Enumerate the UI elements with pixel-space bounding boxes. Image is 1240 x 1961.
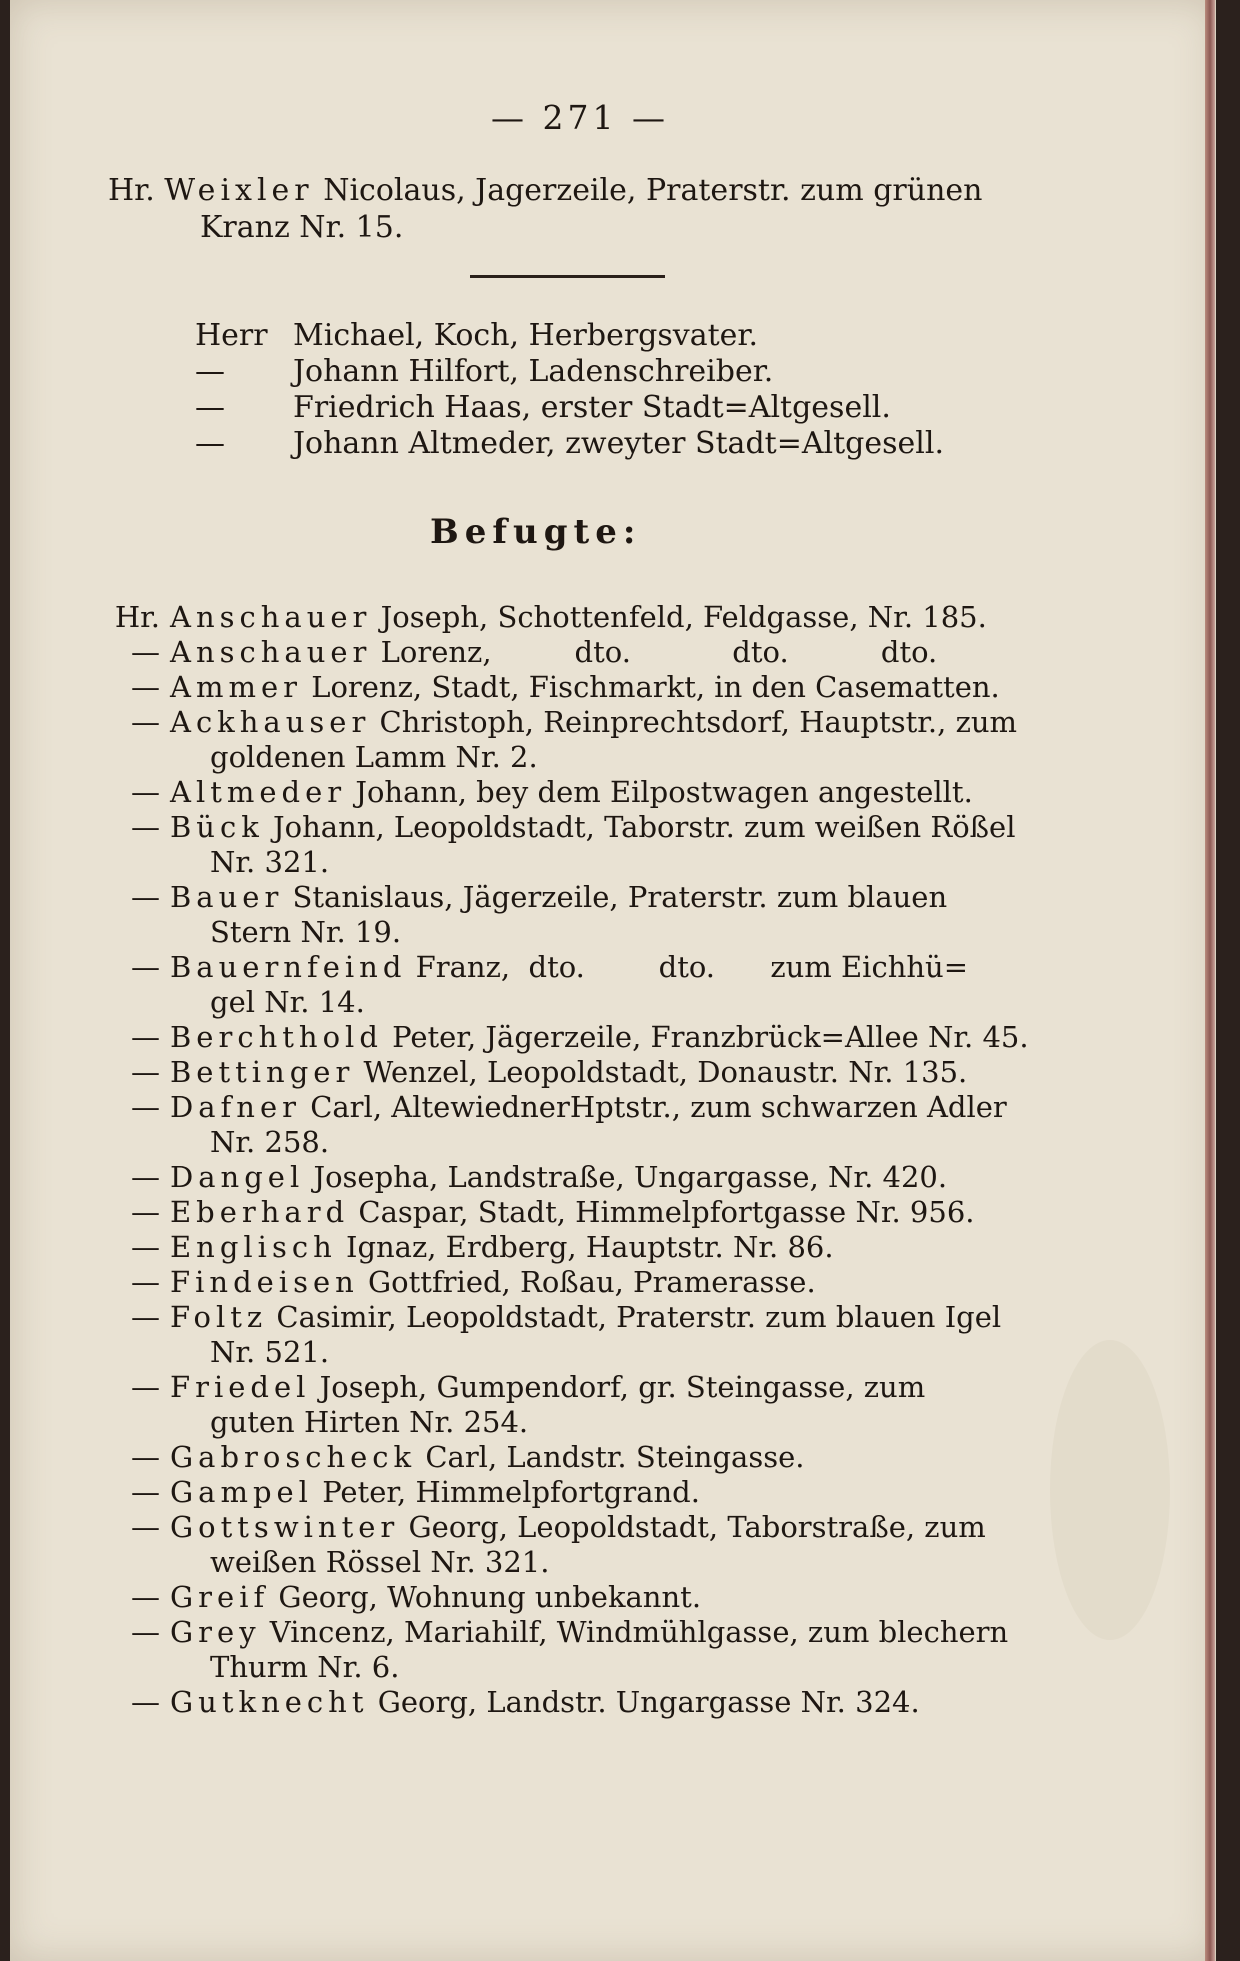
staff-lead: Herr [195, 318, 268, 353]
section-heading: Befugte: [430, 512, 642, 552]
entry-continuation: Nr. 321. [210, 845, 330, 879]
entry-surname: Berchthold [170, 1020, 383, 1054]
entry-details: Casimir, Leopoldstadt, Praterstr. zum blauen Igel [276, 1300, 1002, 1334]
entry-lead: — [131, 1090, 160, 1124]
entry-surname: Bauernfeind [170, 950, 407, 984]
list-item [108, 775, 1068, 810]
entry-details: Georg, Landstr. Ungargasse Nr. 324. [377, 1685, 920, 1719]
entry-surname: Ammer [170, 670, 302, 704]
entry-line [108, 1510, 1068, 1545]
entry-lead: — [131, 1580, 160, 1614]
entry-surname: Findeisen [170, 1265, 359, 1299]
page-edge [1205, 0, 1215, 1961]
staff-role: Ladenschreiber. [528, 354, 774, 389]
list-item [108, 950, 1068, 1020]
entry-lead: — [131, 950, 160, 984]
page-number: — 271 — [491, 98, 669, 137]
entry-continuation: Nr. 258. [210, 1125, 330, 1159]
entry-line [108, 950, 1068, 985]
staff-row [195, 354, 1095, 390]
list-item [108, 705, 1068, 775]
entry-line [108, 1230, 1068, 1265]
staff-row [195, 426, 1095, 462]
entry-surname: Greif [170, 1580, 270, 1614]
entry-lead: — [131, 1160, 160, 1194]
entry-surname: Dafner [170, 1090, 301, 1124]
entry-surname: Bauer [170, 880, 284, 914]
list-item [108, 1230, 1068, 1265]
staff-name: Friedrich Haas, [293, 390, 532, 425]
entry-lead: — [131, 775, 160, 809]
list-item [108, 1615, 1068, 1685]
entry-lead: — [131, 1055, 160, 1089]
entry-continuation: Thurm Nr. 6. [210, 1650, 400, 1684]
staff-role: erster Stadt=Altgesell. [540, 390, 891, 425]
top-entry [108, 172, 1058, 246]
entry-surname: Ackhauser [170, 705, 371, 739]
entry-surname: Gabroscheck [170, 1440, 417, 1474]
entry-line [108, 880, 1068, 915]
entry-surname: Foltz [170, 1300, 268, 1334]
list-item [108, 635, 1068, 670]
entry-lead: — [131, 1370, 160, 1404]
entry-details: Vincenz, Mariahilf, Windmühlgasse, zum blechern [269, 1615, 1009, 1649]
entry-details: Johann, Leopoldstadt, Taborstr. zum weißen Rößel [273, 810, 1016, 844]
entry-surname: Weixler [164, 173, 314, 208]
entry-lead: — [131, 1685, 160, 1719]
entry-line [108, 775, 1068, 810]
entry-lead: — [131, 1510, 160, 1544]
list-item [108, 1090, 1068, 1160]
entry-continuation: Nr. 521. [210, 1335, 330, 1369]
entry-surname: Eberhard [170, 1195, 350, 1229]
list-item [108, 1265, 1068, 1300]
list-item [108, 1370, 1068, 1440]
entry-details: Gottfried, Roßau, Pramerasse. [368, 1265, 816, 1299]
entry-continuation: goldenen Lamm Nr. 2. [210, 740, 538, 774]
entry-details: Nicolaus, Jagerzeile, Praterstr. zum grünen [323, 173, 983, 208]
staff-name: Michael, Koch, [293, 318, 520, 353]
entry-line [108, 600, 1068, 635]
staff-name: Johann Altmeder, [293, 426, 556, 461]
list-item [108, 1160, 1068, 1195]
entry-line [108, 1195, 1068, 1230]
entry-surname: Gampel [170, 1475, 313, 1509]
entry-line [108, 1440, 1068, 1475]
list-item [108, 600, 1068, 635]
entry-line [108, 1090, 1068, 1125]
staff-role: zweyter Stadt=Altgesell. [565, 426, 944, 461]
entry-line [108, 1580, 1068, 1615]
section-divider [470, 275, 665, 278]
entry-details: Johann, bey dem Eilpostwagen angestellt. [355, 775, 973, 809]
entry-lead: — [131, 705, 160, 739]
entry-lead: — [131, 1300, 160, 1334]
list-item [108, 1580, 1068, 1615]
entry-line [108, 1615, 1068, 1650]
entry-details: Christoph, Reinprechtsdorf, Hauptstr., zum [379, 705, 1018, 739]
staff-row [195, 390, 1095, 426]
entry-details: Peter, Himmelpfortgrand. [322, 1475, 700, 1509]
entry-lead: — [131, 1265, 160, 1299]
staff-name: Johann Hilfort, [293, 354, 519, 389]
entry-line [108, 810, 1068, 845]
list-item [108, 1300, 1068, 1370]
list-item [108, 1510, 1068, 1580]
list-item [108, 1475, 1068, 1510]
entry-line [108, 1475, 1068, 1510]
entry-lead: — [131, 810, 160, 844]
entry-details: Georg, Leopoldstadt, Taborstraße, zum [408, 1510, 986, 1544]
entry-lead: — [131, 880, 160, 914]
entry-lead: Hr. [114, 600, 160, 634]
entry-details: Carl, Landstr. Steingasse. [425, 1440, 805, 1474]
staff-lead: — [195, 426, 225, 461]
entry-details: Carl, AltewiednerHptstr., zum schwarzen Adler [310, 1090, 1007, 1124]
entry-lead: — [131, 1615, 160, 1649]
entry-continuation: Stern Nr. 19. [210, 915, 402, 949]
list-item [108, 1685, 1068, 1720]
list-item [108, 1195, 1068, 1230]
entry-details: Franz, dto. dto. zum Eichhü= [415, 950, 969, 984]
entry-details: Peter, Jägerzeile, Franzbrück=Allee Nr. 45. [392, 1020, 1029, 1054]
entry-line [108, 1300, 1068, 1335]
list-item [108, 1055, 1068, 1090]
entry-lead: — [131, 1195, 160, 1229]
entry-surname: Grey [170, 1615, 261, 1649]
entry-line [108, 1370, 1068, 1405]
entry-line [108, 705, 1068, 740]
entry-continuation: gel Nr. 14. [210, 985, 365, 1019]
entry-surname: Bück [170, 810, 264, 844]
entry-line [108, 670, 1068, 705]
entry-surname: Gottswinter [170, 1510, 400, 1544]
entry-line [108, 1160, 1068, 1195]
entry-continuation: Kranz Nr. 15. [200, 210, 404, 245]
entry-details: Ignaz, Erdberg, Hauptstr. Nr. 86. [345, 1230, 834, 1264]
entry-lead: — [131, 670, 160, 704]
list-item [108, 810, 1068, 880]
entry-surname: Anschauer [170, 635, 372, 669]
entry-surname: Friedel [170, 1370, 311, 1404]
list-item [108, 1020, 1068, 1055]
paper-stain [1050, 1340, 1170, 1640]
list-item [108, 880, 1068, 950]
entry-prefix: Hr. [108, 173, 155, 208]
entry-lead: — [131, 1230, 160, 1264]
staff-lead: — [195, 354, 225, 389]
entry-lead: — [131, 1440, 160, 1474]
entry-line [108, 1685, 1068, 1720]
entry-surname: Bettinger [170, 1055, 355, 1089]
entry-surname: Gutknecht [170, 1685, 369, 1719]
entry-details: Josepha, Landstraße, Ungargasse, Nr. 420. [313, 1160, 948, 1194]
entry-list [108, 600, 1068, 1720]
staff-role: Herbergsvater. [528, 318, 759, 353]
entry-details: Wenzel, Leopoldstadt, Donaustr. Nr. 135. [363, 1055, 968, 1089]
entry-details: Stanislaus, Jägerzeile, Praterstr. zum blauen [292, 880, 948, 914]
entry-continuation: weißen Rössel Nr. 321. [210, 1545, 550, 1579]
staff-row [195, 318, 1095, 354]
entry-details: Lorenz, Stadt, Fischmarkt, in den Casematten. [311, 670, 1000, 704]
entry-surname: Dangel [170, 1160, 305, 1194]
entry-line [108, 635, 1068, 670]
entry-details: Georg, Wohnung unbekannt. [278, 1580, 702, 1614]
entry-line [108, 1055, 1068, 1090]
entry-lead: — [131, 1020, 160, 1054]
staff-lead: — [195, 390, 225, 425]
entry-details: Lorenz, dto. dto. dto. [380, 635, 938, 669]
entry-details: Joseph, Schottenfeld, Feldgasse, Nr. 185. [380, 600, 987, 634]
entry-surname: Anschauer [170, 600, 372, 634]
entry-surname: Altmeder [170, 775, 347, 809]
list-item [108, 670, 1068, 705]
entry-lead: — [131, 1475, 160, 1509]
entry-details: Joseph, Gumpendorf, gr. Steingasse, zum [319, 1370, 926, 1404]
entry-lead: — [131, 635, 160, 669]
staff-list [195, 318, 1095, 462]
entry-surname: Englisch [170, 1230, 337, 1264]
entry-details: Caspar, Stadt, Himmelpfortgasse Nr. 956. [358, 1195, 975, 1229]
entry-line [108, 1265, 1068, 1300]
entry-continuation: guten Hirten Nr. 254. [210, 1405, 529, 1439]
entry-line [108, 1020, 1068, 1055]
list-item [108, 1440, 1068, 1475]
